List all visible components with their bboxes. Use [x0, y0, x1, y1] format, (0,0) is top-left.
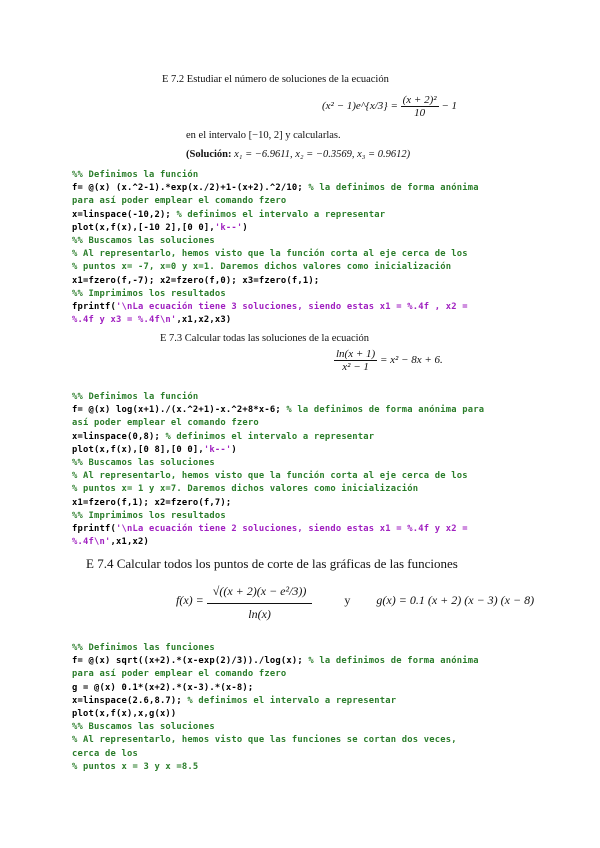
code-line [72, 261, 479, 274]
code-line [72, 761, 479, 774]
f-numerator: √((x + 2)(x − e²/3)) [207, 580, 313, 604]
code-statement: x=linspace(2.6,8.7); [72, 695, 188, 706]
code-comment: cerca de los [72, 748, 138, 759]
exercise-7-2-solution [186, 149, 410, 160]
code-string: %.4f\n' [72, 537, 111, 548]
code-line [72, 444, 484, 457]
code-line [72, 536, 484, 549]
code-line [72, 248, 479, 261]
code-string: 'k--' [203, 444, 232, 455]
code-line [72, 169, 479, 182]
code-line [72, 748, 479, 761]
code-comment: %% Imprimimos los resultados [72, 510, 226, 521]
code-comment: % Al representarlo, hemos visto que las funciones se cortan dos veces, [72, 735, 457, 746]
code-comment: % la definimos de forma anónima [308, 656, 479, 667]
code-line [72, 275, 479, 288]
code-statement: x1=fzero(f,-7); x2=fzero(f,0); x3=fzero(f,1); [72, 275, 320, 286]
code-comment: % definimos el intervalo a representar [187, 695, 397, 706]
equation-fraction [401, 94, 439, 119]
code-line [72, 470, 484, 483]
code-line [72, 682, 479, 695]
code-comment: % puntos x = 3 y x =8.5 [72, 761, 199, 772]
f-label: f(x) = [176, 592, 204, 607]
fraction-numerator: ln(x + 1) [336, 348, 376, 360]
code-string: '\nLa ecuación tiene 3 soluciones, siendo estas x1 = %.4f , x2 = [115, 302, 468, 313]
code-comment: % puntos x= 1 y x=7. Daremos dichos valores como inicialización [72, 484, 419, 495]
code-comment: % Al representarlo, hemos visto que la función corta al eje cerca de los [72, 471, 468, 482]
code-comment: %% Buscamos las soluciones [72, 236, 215, 247]
code-comment: para así poder emplear el comando fzero [72, 669, 287, 680]
fraction-denominator: 10 [414, 107, 426, 119]
code-statement: x=linspace(0,8); [72, 431, 166, 442]
code-statement: plot(x,f(x),x,g(x)) [72, 709, 177, 720]
code-comment: % la definimos de forma anónima para [286, 405, 485, 416]
exercise-7-3-header: E 7.3 Calcular todas las soluciones de la ecuación [160, 333, 370, 344]
code-line [72, 209, 479, 222]
code-comment: % definimos el intervalo a representar [165, 431, 375, 442]
code-string: '\nLa ecuación tiene 2 soluciones, siendo estas x1 = %.4f y x2 = [115, 524, 468, 535]
connector-text: y [344, 592, 351, 607]
code-line [72, 695, 479, 708]
code-comment: % puntos x= -7, x=0 y x=1. Daremos dichos valores como inicialización [72, 262, 452, 273]
code-comment: para así poder emplear el comando fzero [72, 196, 287, 207]
fraction-numerator: (x + 2)² [402, 94, 437, 106]
code-line [72, 668, 479, 681]
exercise-7-2-interval: en el intervalo [−10, 2] y calcularlas. [186, 130, 341, 141]
code-statement: plot(x,f(x),[0 8],[0 0], [72, 444, 204, 455]
code-statement: f= @(x) log(x+1)./(x.^2+1)-x.^2+8*x-6; [72, 405, 287, 416]
code-statement: f= @(x) (x.^2-1).*exp(x./2)+1-(x+2).^2/10; [72, 183, 309, 194]
g-label: g(x) = 0.1 (x + 2) (x − 3) (x − 8) [376, 592, 535, 607]
code-statement: ) [231, 444, 237, 455]
code-string: %.4f y x3 = %.4f\n' [72, 315, 177, 326]
code-line [72, 523, 484, 536]
exercise-7-4-header: E 7.4 Calcular todos los puntos de corte de las gráficas de las funciones [86, 556, 458, 571]
solution-values: x₁ = −6.9611, x₂ = −0.3569, x₃ = 0.9612) [231, 149, 411, 160]
code-block-1 [72, 169, 479, 327]
code-statement: ) [242, 222, 248, 233]
code-line [72, 642, 479, 655]
code-comment: % definimos el intervalo a representar [176, 209, 386, 220]
code-string: 'k--' [214, 222, 243, 233]
code-line [72, 195, 479, 208]
code-line [72, 301, 479, 314]
code-line [72, 404, 484, 417]
code-statement: ,x1,x2) [110, 537, 149, 548]
equation-left: (x² − 1)e^{x/3} = [322, 100, 398, 113]
code-line [72, 417, 484, 430]
f-denominator: ln(x) [248, 607, 271, 621]
code-line [72, 182, 479, 195]
code-comment: % la definimos de forma anónima [308, 183, 479, 194]
code-block-3 [72, 642, 479, 774]
code-comment: %% Buscamos las soluciones [72, 722, 215, 733]
code-line [72, 314, 479, 327]
code-line [72, 708, 479, 721]
f-fraction [207, 580, 313, 622]
code-comment: %% Imprimimos los resultados [72, 288, 226, 299]
code-statement: f= @(x) sqrt((x+2).*(x-exp(2)/3))./log(x); [72, 656, 309, 667]
code-statement: x=linspace(-10,2); [72, 209, 177, 220]
fraction-denominator: x² − 1 [342, 361, 369, 373]
code-comment: %% Definimos la función [72, 392, 199, 402]
code-comment: así poder emplear el comando fzero [72, 418, 259, 429]
code-statement: x1=fzero(f,1); x2=fzero(f,7); [72, 497, 232, 508]
code-line [72, 497, 484, 510]
code-line [72, 288, 479, 301]
exercise-7-2-header: E 7.2 Estudiar el número de soluciones de la ecuación [162, 74, 389, 85]
code-comment: %% Definimos las funciones [72, 643, 215, 653]
code-line [72, 391, 484, 404]
code-line [72, 431, 484, 444]
equation-tail: − 1 [441, 100, 457, 113]
code-line [72, 222, 479, 235]
code-line [72, 483, 484, 496]
code-comment: %% Definimos la función [72, 170, 199, 180]
code-line [72, 510, 484, 523]
code-line [72, 734, 479, 747]
exercise-7-4-functions [176, 580, 534, 622]
code-line [72, 235, 479, 248]
exercise-7-3-equation [334, 348, 443, 373]
equation-tail: = x² − 8x + 6. [379, 354, 443, 367]
equation-fraction [334, 348, 377, 373]
code-comment: %% Buscamos las soluciones [72, 458, 215, 469]
code-line [72, 457, 484, 470]
exercise-7-2-equation [322, 94, 457, 119]
code-line [72, 721, 479, 734]
solution-label: (Solución: [186, 149, 232, 160]
code-statement: plot(x,f(x),[-10 2],[0 0], [72, 222, 215, 233]
code-comment: % Al representarlo, hemos visto que la función corta al eje cerca de los [72, 249, 468, 260]
code-block-2 [72, 391, 484, 549]
code-statement: fprintf( [72, 524, 116, 535]
code-statement: g = @(x) 0.1*(x+2).*(x-3).*(x-8); [72, 682, 254, 693]
code-statement: fprintf( [72, 302, 116, 313]
code-line [72, 655, 479, 668]
code-statement: ,x1,x2,x3) [176, 315, 232, 326]
